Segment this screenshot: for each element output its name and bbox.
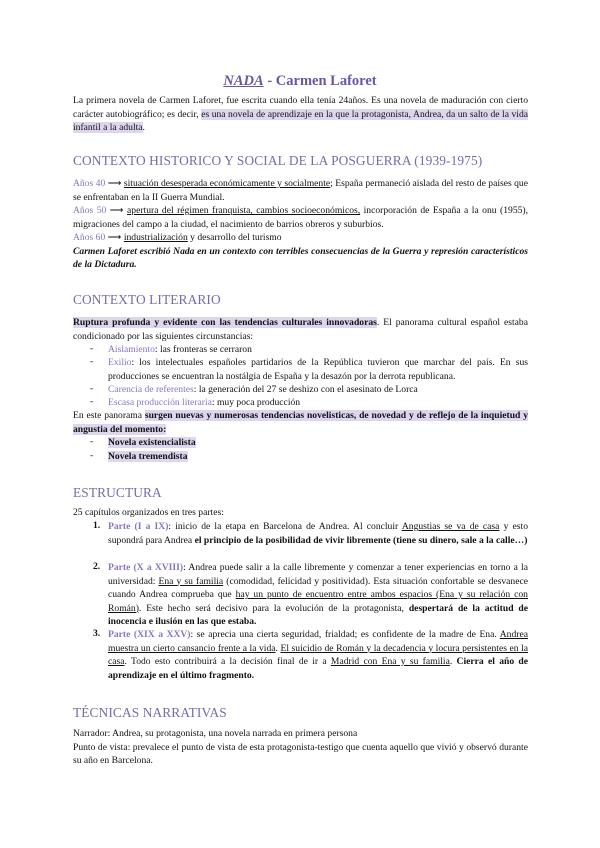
item-label: Exilio: [108, 357, 132, 368]
list-item: [108, 396, 528, 410]
item-number: 3.: [93, 628, 101, 639]
item-text: : la generación del 27 se deshizo con el asesinato de Lorca: [193, 384, 418, 395]
title-novel: NADA: [223, 73, 264, 89]
tecnicas-narrador: Narrador: Andrea, su protagonista, una novela narrada en primera persona: [73, 728, 358, 739]
tecnicas-paragraph: [73, 727, 528, 768]
parte-underline: El suicidio de Román y la decadencia y locura persistentes en la casa: [108, 642, 529, 667]
list-item: [108, 356, 528, 383]
parte-label: Parte (X a XVIII): [108, 562, 184, 573]
literario-intro: [73, 316, 528, 343]
item-text: : los intelectuales españoles partidarios de la República tuvieron que marchar del país. En sus producciones se encuentran la nostálgia de España y la desazón por la derrota republicana.: [108, 357, 528, 382]
arrow-icon: ⟶: [109, 205, 124, 216]
parte-text: . Este hecho será decisivo para la evolución de la protagonista,: [138, 602, 409, 614]
list-item: [108, 450, 528, 464]
parte-bold: el principio de la posibilidad de vivir libremente (tiene su dinero, sale a la calle…): [194, 534, 528, 546]
parte-text: .: [449, 656, 457, 667]
item-number: 1.: [93, 520, 101, 531]
estructura-intro: 25 capítulos organizados en tres partes:: [73, 507, 224, 518]
text-50: incorporación de España a la onu (1955), migraciones del campo a la ciudad, el nacimiento de barrios obreros y suburbios.: [73, 205, 529, 230]
intro-end: .: [142, 122, 145, 133]
parte-underline: hay un punto de encuentro entre ambos espacios (Ena y su relación con Román): [108, 589, 528, 614]
estructura-parte-3: [108, 628, 528, 682]
panorama-text: En este panorama: [73, 410, 145, 421]
label-anos-50: Años 50: [73, 205, 107, 216]
intro-highlight: es una novela de aprendizaje en la que la protagonista, Andrea, da un salto de la vida infantil a la adulta: [73, 108, 528, 133]
panorama-highlight: surgen nuevas y numerosas tendencias novelisticas, de novedad y de reflejo de la inquietud y angustia del momento:: [73, 410, 529, 435]
tecnicas-punto-de-vista: Punto de vista: prevalece el punto de vista de esta protagonista-testigo que cuenta aquello que vivió y observó durante su año en Barcelona.: [73, 741, 528, 766]
estructura-parte-1: [108, 520, 528, 547]
parte-underline: Andrea muestra un cierto cansancio frente a la vida: [108, 629, 528, 654]
item-text: : las fronteras se cerraron: [154, 344, 252, 355]
text-40-underlined: situación desesperada económicamente y socialmente: [123, 178, 331, 189]
title-author: Carmen Laforet: [275, 73, 377, 89]
item-label: Aislamiento: [108, 344, 155, 355]
parte-text: : inicio de la etapa en Barcelona de Andrea. Al concluir: [168, 521, 402, 532]
heading-estructura: ESTRUCTURA: [73, 485, 162, 500]
text-40: ; España permaneció aislada del resto de países que se enfrentaban en la II Guerra Mundial.: [73, 178, 528, 203]
item-label: Carencia de referentes: [108, 384, 194, 395]
heading-contexto-historico: CONTEXTO HISTORICO Y SOCIAL DE LA POSGUERRA (1939-1975): [73, 153, 483, 168]
item-number: 2.: [93, 561, 101, 572]
parte-underline: Ena y su familia: [158, 575, 224, 587]
label-anos-60: Años 60: [73, 232, 106, 243]
parte-text: (comodidad, felicidad y positividad). Esta situación confortable se desvanece cuando Andrea comprueba que: [108, 575, 529, 600]
novela-existencialista: Novela existencialista: [108, 437, 196, 448]
parte-underline: Angustias se va de casa: [401, 521, 500, 532]
bullet-dash: -: [90, 436, 94, 447]
text-60: y desarrollo del turismo: [187, 232, 282, 243]
list-item: [108, 343, 528, 357]
parte-text: : se aprecia una cierta seguridad, frialdad; es confidente de la madre de Ena.: [190, 629, 500, 640]
bullet-dash: -: [90, 396, 94, 407]
list-item: [108, 383, 528, 397]
parte-underline: Madrid con Ena y su familia: [330, 656, 450, 667]
estructura-parte-2: [108, 561, 528, 629]
heading-tecnicas-narrativas: TÉCNICAS NARRATIVAS: [73, 705, 227, 720]
parte-text: .: [275, 642, 281, 654]
page-title: [0, 73, 600, 90]
bullet-dash: -: [90, 383, 94, 394]
parte-bold: Cierra el año de aprendizaje en el último fragmento.: [108, 656, 529, 681]
parte-text: y esto supondrá para Andrea: [108, 521, 528, 546]
contexto-closing: Carmen Laforet escribió Nada en un contexto con terribles consecuencias de la Guerra y represión característicos de la Dictadura.: [73, 245, 528, 270]
label-anos-40: Años 40: [73, 178, 106, 189]
intro-text: La primera novela de Carmen Laforet, fue escrita cuando ella tenía 24años. Es una novela de maduración con cierto carácter autobiográfico; es decir,: [73, 95, 528, 120]
panorama-paragraph: [73, 409, 528, 436]
parte-bold: despertará de la actitud de inocencia e ilusión en las que estaba.: [108, 602, 528, 627]
contexto-historico-block: [73, 177, 528, 272]
list-item: [108, 436, 528, 450]
literario-intro-highlight: Ruptura profunda y evidente con las tendencias culturales innovadoras: [73, 317, 377, 328]
item-label: Escasa producción literaria: [108, 397, 212, 408]
item-text: : muy poca producción: [211, 397, 301, 408]
literario-intro-text: . El panorama cultural español estaba condicionado por las siguientes circunstancias:: [73, 317, 528, 342]
bullet-dash: -: [90, 450, 94, 461]
text-50-underlined: apertura del régimen franquista, cambios socioeconómicos,: [127, 205, 361, 216]
intro-paragraph: [73, 94, 528, 135]
bullet-dash: -: [90, 343, 94, 354]
parte-label: Parte (XIX a XXV): [108, 629, 191, 640]
text-60-underlined: industrialización: [123, 232, 188, 243]
parte-text: . Todo esto contribuirá a la decisión final de ir a: [124, 656, 331, 667]
novela-tremendista: Novela tremendista: [108, 451, 188, 462]
arrow-icon: ⟶: [107, 178, 122, 189]
parte-label: Parte (I a IX): [108, 521, 169, 532]
heading-contexto-literario: CONTEXTO LITERARIO: [73, 292, 221, 307]
arrow-icon: ⟶: [107, 232, 122, 243]
parte-text: : Andrea puede salir a la calle libremente y comenzar a tener experiencias en torno a la universidad:: [108, 562, 528, 587]
bullet-dash: -: [90, 356, 94, 367]
title-separator: -: [263, 73, 276, 89]
